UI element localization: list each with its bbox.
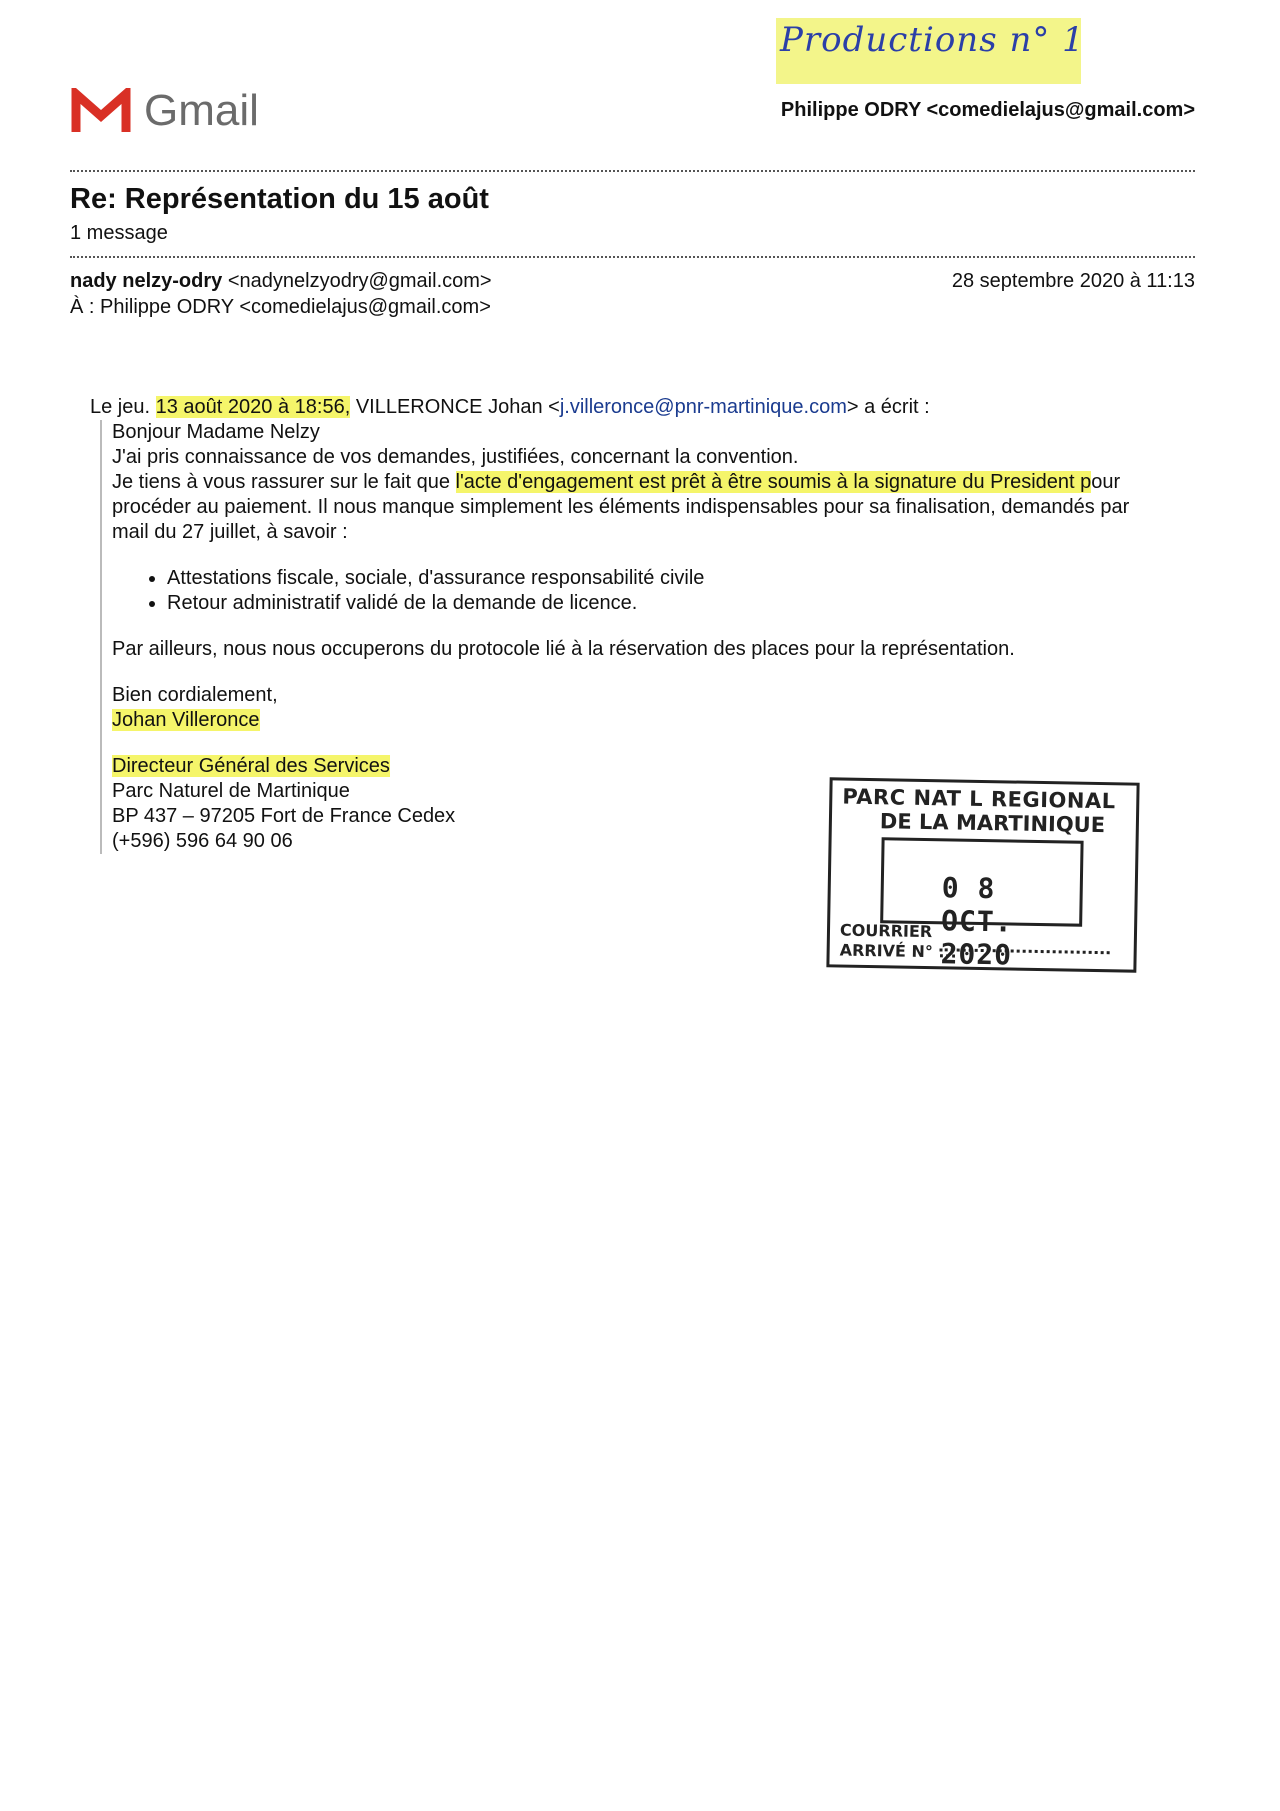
- reception-stamp: [826, 777, 1139, 972]
- recipient-line: À : Philippe ODRY <comedielajus@gmail.com>: [70, 296, 491, 318]
- stamp-courrier: COURRIER: [839, 920, 933, 942]
- message-date: 28 septembre 2020 à 11:13: [951, 270, 1195, 292]
- signer-name-text: Johan Villeronce: [112, 709, 260, 731]
- quote-header-prefix: Le jeu.: [90, 396, 151, 418]
- phone: (+596) 596 64 90 06: [112, 830, 293, 852]
- gmail-wordmark: Gmail: [144, 86, 259, 135]
- sender-name: nady nelzy-odry: [70, 270, 223, 292]
- list-item: • Retour administratif validé de la demande de licence.: [167, 591, 1192, 616]
- body-line: [112, 470, 1192, 495]
- body-line: mail du 27 juillet, à savoir :: [112, 521, 348, 543]
- divider: [70, 170, 1195, 172]
- body-text: Je tiens à vous rassurer sur le fait que: [112, 471, 456, 493]
- body-line: Par ailleurs, nous nous occuperons du protocole lié à la réservation des places pour la représentation.: [112, 638, 1015, 660]
- greeting: Bonjour Madame Nelzy: [112, 421, 320, 443]
- gmail-logo: [70, 86, 259, 136]
- stamp-arrive: ARRIVÉ N° ...: [839, 940, 957, 962]
- requirements-list: [112, 566, 1192, 616]
- sender-line: [70, 270, 492, 293]
- quote-header-suffix: > a écrit :: [846, 396, 930, 418]
- divider: [70, 256, 1195, 258]
- organization: Parc Naturel de Martinique: [112, 780, 350, 802]
- message-count: 1 message: [70, 222, 168, 244]
- handwritten-annotation: Productions n° 1: [780, 20, 1085, 60]
- signer-title: [112, 754, 1192, 779]
- sender-email-link[interactable]: j.villeronce@pnr-martinique.com: [559, 396, 847, 418]
- address: BP 437 – 97205 Fort de France Cedex: [112, 805, 456, 827]
- quote-header-sender: VILLERONCE Johan <: [355, 396, 560, 418]
- quote-header: [90, 396, 930, 419]
- body-line: procéder au paiement. Il nous manque simplement les éléments indispensables pour sa finalisation, demandés par: [112, 496, 1130, 518]
- quote-header-date: 13 août 2020 à 18:56,: [155, 396, 351, 418]
- body-line: J'ai pris connaissance de vos demandes, justifiées, concernant la convention.: [112, 446, 799, 468]
- stamp-org-line2: DE LA MARTINIQUE: [879, 809, 1106, 838]
- gmail-m-icon: [70, 88, 132, 134]
- closing: Bien cordialement,: [112, 684, 278, 706]
- sender-email: <nadynelzyodry@gmail.com>: [227, 270, 492, 292]
- body-text: our: [1091, 471, 1121, 493]
- signer-title-text: Directeur Général des Services: [112, 755, 390, 777]
- highlighted-text: l'acte d'engagement est prêt à être soumis à la signature du President p: [455, 471, 1092, 493]
- list-item: • Attestations fiscale, sociale, d'assurance responsabilité civile: [167, 566, 1192, 591]
- stamp-date: 0 8 OCT. 2020: [940, 871, 1013, 972]
- signer-name: [112, 708, 1192, 733]
- email-subject: Re: Représentation du 15 août: [70, 183, 489, 215]
- stamp-org-line1: PARC NAT L REGIONAL: [842, 784, 1116, 814]
- account-header: Philippe ODRY <comedielajus@gmail.com>: [780, 99, 1195, 121]
